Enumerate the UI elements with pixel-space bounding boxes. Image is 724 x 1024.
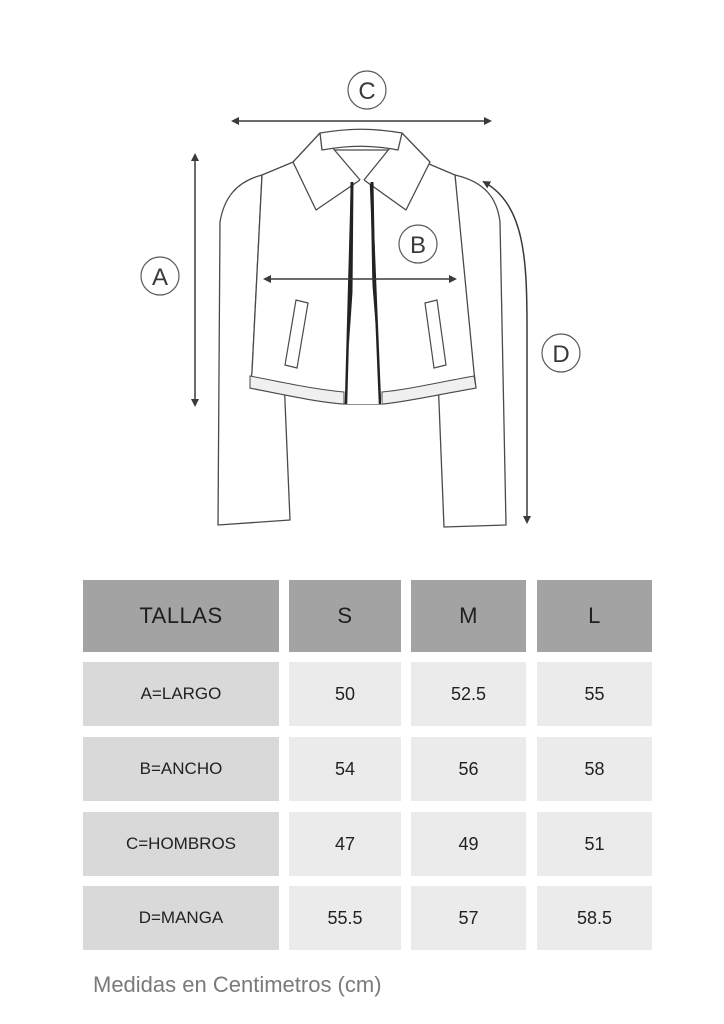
table-cell: 58.5 [537, 886, 652, 950]
table-cell: 55 [537, 662, 652, 726]
header-tallas: TALLAS [83, 580, 279, 652]
table-cell: 57 [411, 886, 526, 950]
header-size-m: M [411, 580, 526, 652]
table-cell: 50 [289, 662, 401, 726]
label-a: A [151, 264, 169, 291]
table-cell: 55.5 [289, 886, 401, 950]
row-label-manga: D=MANGA [83, 886, 279, 950]
table-cell: 52.5 [411, 662, 526, 726]
row-label-ancho: B=ANCHO [83, 737, 279, 801]
table-cell: 54 [289, 737, 401, 801]
label-d: D [552, 341, 570, 368]
table-cell: 49 [411, 812, 526, 876]
header-size-l: L [537, 580, 652, 652]
table-cell: 47 [289, 812, 401, 876]
table-cell: 58 [537, 737, 652, 801]
row-label-largo: A=LARGO [83, 662, 279, 726]
measurement-units-note: Medidas en Centimetros (cm) [93, 972, 382, 997]
header-size-s: S [289, 580, 401, 652]
label-c: C [358, 78, 376, 105]
table-cell: 51 [537, 812, 652, 876]
table-cell: 56 [411, 737, 526, 801]
row-label-hombros: C=HOMBROS [83, 812, 279, 876]
label-b: B [409, 232, 427, 259]
